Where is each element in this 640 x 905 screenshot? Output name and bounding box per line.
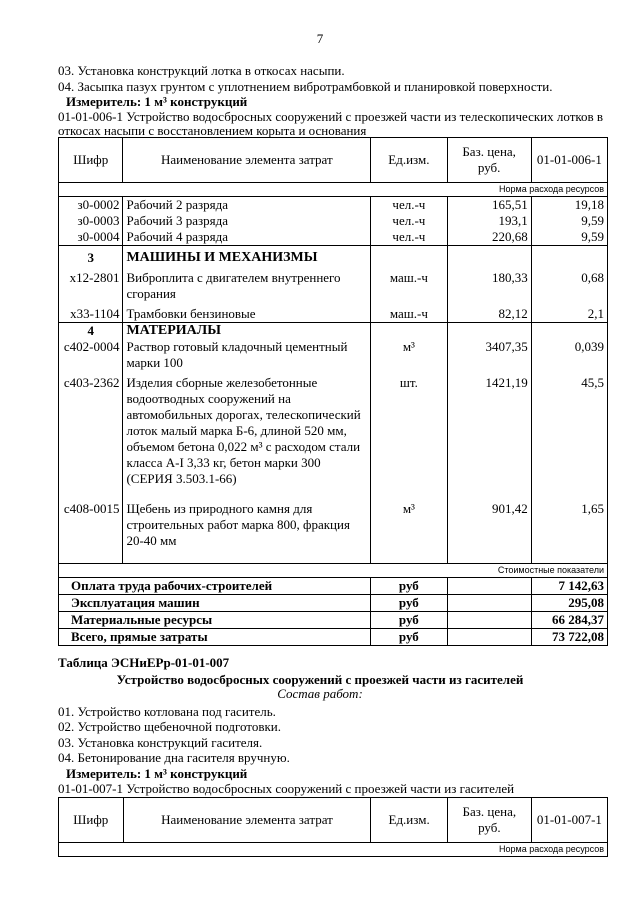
row-unit: маш.-ч	[371, 266, 447, 302]
work-step: 02. Устройство щебеночной подготовки.	[58, 719, 281, 734]
summary-label: Материальные ресурсы	[59, 612, 371, 629]
summary-value: 295,08	[531, 595, 607, 612]
row-code: х12-2801	[59, 266, 123, 302]
header-norm: 01-01-006-1	[531, 138, 607, 183]
summary-value: 66 284,37	[531, 612, 607, 629]
row-code: з0-0003	[59, 213, 123, 229]
row-price: 165,51	[447, 197, 531, 214]
table-header-row	[59, 798, 608, 843]
section-row	[59, 246, 608, 267]
header-code: Шифр	[59, 798, 124, 843]
summary-label: Эксплуатация машин	[59, 595, 371, 612]
section-row	[59, 323, 608, 340]
section-title: МАШИНЫ И МЕХАНИЗМЫ	[123, 246, 371, 267]
row-qty: 0,039	[531, 339, 607, 371]
row-unit: шт.	[371, 371, 447, 487]
summary-row	[59, 595, 608, 612]
header-unit: Ед.изм.	[371, 138, 447, 183]
work-step: 04. Засыпка пазух грунтом с уплотнением вибротрамбовкой и планировкой поверхности.	[58, 79, 553, 94]
resource-table-2	[58, 797, 608, 857]
table-row	[59, 487, 608, 549]
row-price: 220,68	[447, 229, 531, 246]
row-name: Трамбовки бензиновые	[123, 302, 371, 323]
page-number: 7	[316, 31, 324, 46]
row-unit: чел.-ч	[371, 229, 447, 246]
table-title: Таблица ЭСНиЕРр-01-01-007	[58, 655, 230, 670]
norm-label-row	[59, 183, 608, 197]
norm-label: Норма расхода ресурсов	[59, 843, 608, 857]
row-price: 180,33	[447, 266, 531, 302]
work-step: 01. Устройство котлована под гаситель.	[58, 704, 276, 719]
row-name: Щебень из природного камня для строительных работ марка 800, фракция 20-40 мм	[123, 487, 371, 549]
summary-value: 73 722,08	[531, 629, 607, 646]
row-name: Рабочий 3 разряда	[123, 213, 371, 229]
summary-unit: руб	[371, 629, 447, 646]
row-price: 1421,19	[447, 371, 531, 487]
work-step: 03. Установка конструкций лотка в откосах насыпи.	[58, 63, 345, 78]
row-code: з0-0004	[59, 229, 123, 246]
row-qty: 0,68	[531, 266, 607, 302]
row-code: с402-0004	[59, 339, 123, 371]
table-row	[59, 197, 608, 214]
work-step: 04. Бетонирование дна гасителя вручную.	[58, 750, 290, 765]
table-row	[59, 213, 608, 229]
row-name: Раствор готовый кладочный цементный марки 100	[123, 339, 371, 371]
summary-unit: руб	[371, 612, 447, 629]
row-qty: 45,5	[531, 371, 607, 487]
row-code: з0-0002	[59, 197, 123, 214]
table-header-row	[59, 138, 608, 183]
table-row	[59, 229, 608, 246]
composition-heading: Состав работ:	[277, 686, 363, 701]
row-qty: 2,1	[531, 302, 607, 323]
table-row	[59, 339, 608, 371]
summary-row	[59, 629, 608, 646]
measure-unit: Измеритель: 1 м³ конструкций	[66, 94, 248, 109]
header-name: Наименование элемента затрат	[123, 798, 371, 843]
row-name: Изделия сборные железобетонные водоотводных сооружений на автомобильных дорогах, телескопический лоток малый марка Б-6, длиной 520 мм, объемом бетона 0,022 м³ с расходом стали класса А-I 3,33 кг, бетон марки 300 (СЕРИЯ 3.503.1-66)	[123, 371, 371, 487]
row-name: Рабочий 2 разряда	[123, 197, 371, 214]
row-code: с403-2362	[59, 371, 123, 487]
row-qty: 1,65	[531, 487, 607, 549]
summary-label: Всего, прямые затраты	[59, 629, 371, 646]
section-number: 3	[59, 246, 123, 267]
table-row	[59, 266, 608, 302]
row-price: 901,42	[447, 487, 531, 549]
row-code: х33-1104	[59, 302, 123, 323]
summary-row	[59, 612, 608, 629]
row-code: с408-0015	[59, 487, 123, 549]
row-unit: чел.-ч	[371, 213, 447, 229]
norm-label-row	[59, 843, 608, 857]
table-row	[59, 302, 608, 323]
header-unit: Ед.изм.	[371, 798, 447, 843]
table-subtitle: Устройство водосбросных сооружений с проезжей части из гасителей	[116, 672, 524, 687]
section-title: МАТЕРИАЛЫ	[123, 323, 371, 340]
row-qty: 9,59	[531, 213, 607, 229]
summary-label: Оплата труда рабочих-строителей	[59, 578, 371, 595]
summary-row	[59, 578, 608, 595]
summary-unit: руб	[371, 578, 447, 595]
row-price: 3407,35	[447, 339, 531, 371]
header-price: Баз. цена, руб.	[447, 138, 531, 183]
norm-code-line: 01-01-006-1 Устройство водосбросных сооружений с проезжей части из телескопических лотков в	[58, 109, 604, 124]
row-name: Рабочий 4 разряда	[123, 229, 371, 246]
cost-label: Стоимостные показатели	[59, 564, 608, 578]
resource-table-1	[58, 137, 608, 646]
row-name: Виброплита с двигателем внутреннего сгорания	[123, 266, 371, 302]
row-unit: м³	[371, 339, 447, 371]
table-row	[59, 371, 608, 487]
row-qty: 19,18	[531, 197, 607, 214]
cost-label-row	[59, 564, 608, 578]
summary-value: 7 142,63	[531, 578, 607, 595]
measure-unit: Измеритель: 1 м³ конструкций	[66, 766, 248, 781]
header-name: Наименование элемента затрат	[123, 138, 371, 183]
norm-code-line: откосах насыпи с восстановлением корыта и основания	[58, 123, 367, 138]
norm-code-line: 01-01-007-1 Устройство водосбросных сооружений с проезжей части из гасителей	[58, 781, 515, 796]
section-number: 4	[59, 323, 123, 340]
header-norm: 01-01-007-1	[531, 798, 607, 843]
header-code: Шифр	[59, 138, 123, 183]
row-unit: м³	[371, 487, 447, 549]
row-price: 193,1	[447, 213, 531, 229]
row-price: 82,12	[447, 302, 531, 323]
header-price: Баз. цена, руб.	[447, 798, 531, 843]
summary-unit: руб	[371, 595, 447, 612]
row-qty: 9,59	[531, 229, 607, 246]
work-step: 03. Установка конструкций гасителя.	[58, 735, 263, 750]
norm-label: Норма расхода ресурсов	[59, 183, 608, 197]
row-unit: чел.-ч	[371, 197, 447, 214]
row-unit: маш.-ч	[371, 302, 447, 323]
